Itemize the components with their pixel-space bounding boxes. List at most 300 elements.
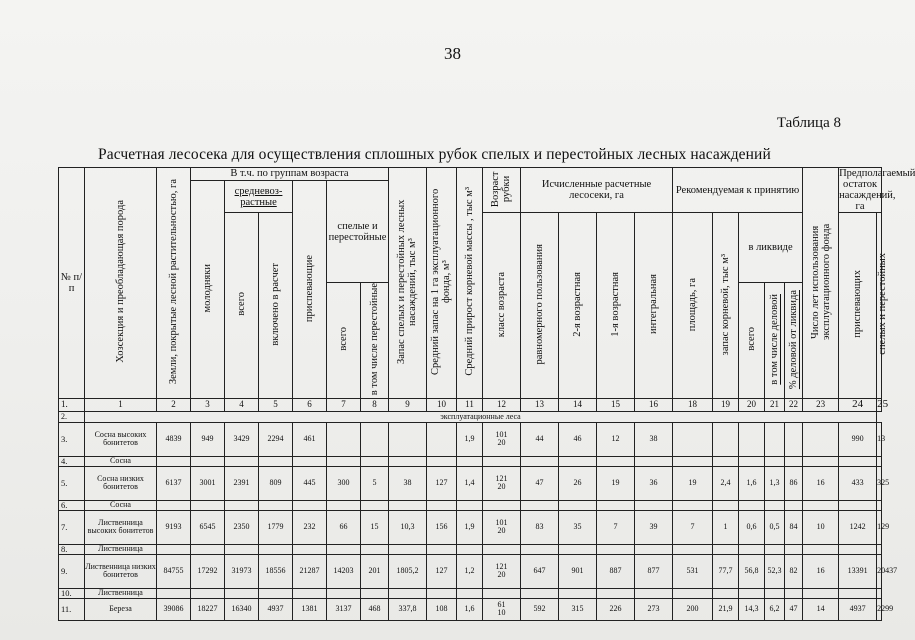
data-cell <box>713 422 739 456</box>
species-cell: Лиственница высоких бонитетов <box>85 510 157 544</box>
column-number-cell: 9 <box>389 399 427 412</box>
data-cell: 531 <box>673 554 713 588</box>
species-cell: Лиственница <box>85 544 157 554</box>
data-cell: 7 <box>597 510 635 544</box>
data-cell <box>803 422 839 456</box>
data-cell: 1805,2 <box>389 554 427 588</box>
data-cell: 101 20 <box>483 510 521 544</box>
data-cell: 887 <box>597 554 635 588</box>
data-cell: 592 <box>521 598 559 620</box>
data-cell: 1381 <box>293 598 327 620</box>
page-number: 38 <box>444 44 461 63</box>
data-cell <box>559 588 597 598</box>
data-cell: 35 <box>559 510 597 544</box>
data-cell: 21,9 <box>713 598 739 620</box>
data-cell <box>457 456 483 466</box>
data-cell <box>427 500 457 510</box>
data-cell <box>191 500 225 510</box>
header-remaining: Предполагаемый остаток насаждений, га <box>839 168 915 213</box>
data-cell: 6,2 <box>765 598 785 620</box>
table-row <box>59 422 882 456</box>
table-row <box>59 510 882 544</box>
data-cell: 19 <box>673 466 713 500</box>
data-cell: 647 <box>521 554 559 588</box>
data-cell: 13391 <box>839 554 877 588</box>
data-cell <box>713 456 739 466</box>
header-liquid-total: всего <box>739 283 765 399</box>
header-recommended: Рекомендуемая к принятию <box>673 168 803 213</box>
data-cell <box>739 500 765 510</box>
data-cell <box>157 544 191 554</box>
header-calculated: Исчисленные расчетные лесосеки, га <box>521 168 673 213</box>
data-cell: 56,8 <box>739 554 765 588</box>
data-cell <box>839 544 877 554</box>
section-label: эксплуатационные леса <box>85 411 877 422</box>
data-cell <box>521 544 559 554</box>
table-row <box>59 598 882 620</box>
data-cell <box>673 422 713 456</box>
data-cell: 39086 <box>157 598 191 620</box>
row-number: 8. <box>59 544 85 554</box>
header-middle-total: всего <box>225 213 259 399</box>
data-cell: 86 <box>785 466 803 500</box>
row-number: 10. <box>59 588 85 598</box>
table-row <box>59 554 882 588</box>
data-cell <box>361 588 389 598</box>
row-number: 6. <box>59 500 85 510</box>
data-cell: 14,3 <box>739 598 765 620</box>
data-cell <box>803 456 839 466</box>
column-number-cell: 11 <box>457 399 483 412</box>
data-cell: 77,7 <box>713 554 739 588</box>
data-cell: 38 <box>389 466 427 500</box>
cutting-area-table <box>58 167 915 621</box>
data-cell: 20437 <box>877 554 882 588</box>
row-number: 3. <box>59 422 85 456</box>
column-number-cell: 7 <box>327 399 361 412</box>
data-cell: 273 <box>635 598 673 620</box>
data-cell <box>361 422 389 456</box>
data-cell <box>457 544 483 554</box>
data-cell: 461 <box>293 422 327 456</box>
row-number: 11. <box>59 598 85 620</box>
data-cell: 1,4 <box>457 466 483 500</box>
data-cell: 325 <box>877 466 882 500</box>
data-cell <box>389 456 427 466</box>
data-cell <box>483 544 521 554</box>
data-cell: 445 <box>293 466 327 500</box>
column-number-cell: 24 <box>839 399 877 412</box>
header-first-age: 1-я возрастная <box>597 213 635 399</box>
data-cell <box>559 456 597 466</box>
data-cell <box>361 500 389 510</box>
data-cell <box>877 500 882 510</box>
data-cell: 315 <box>559 598 597 620</box>
data-cell: 1,6 <box>457 598 483 620</box>
column-number-cell: 13 <box>521 399 559 412</box>
data-cell: 200 <box>673 598 713 620</box>
header-mature-total: всего <box>327 283 361 399</box>
data-cell <box>785 588 803 598</box>
header-second-age: 2-я возрастная <box>559 213 597 399</box>
data-cell: 3001 <box>191 466 225 500</box>
data-cell <box>225 544 259 554</box>
data-cell: 52,3 <box>765 554 785 588</box>
data-cell <box>293 588 327 598</box>
data-cell <box>427 422 457 456</box>
header-avg-growth: Средний прирост корневой массы , тыс м³ <box>457 168 483 399</box>
data-cell: 901 <box>559 554 597 588</box>
header-remaining-mature: спелых и перестойных <box>877 213 882 399</box>
data-cell <box>739 422 765 456</box>
data-cell: 1,2 <box>457 554 483 588</box>
column-number-cell: 1. <box>59 399 85 412</box>
header-stock: Запас спелых и перестойных лесных насаждений, тыс м³ <box>389 168 427 399</box>
table-row <box>59 588 882 598</box>
header-business-pct: % деловой от ликвида <box>785 283 803 399</box>
data-cell: 990 <box>839 422 877 456</box>
data-cell: 7 <box>673 510 713 544</box>
data-cell: 15 <box>361 510 389 544</box>
column-number-cell: 19 <box>713 399 739 412</box>
data-cell <box>739 588 765 598</box>
header-middle-included: включено в расчет <box>259 213 293 399</box>
data-cell <box>673 456 713 466</box>
header-young: молодняки <box>191 181 225 399</box>
header-species: Хозсекция и преобладающая порода <box>85 168 157 399</box>
data-cell <box>427 588 457 598</box>
column-number-cell: 3 <box>191 399 225 412</box>
data-cell <box>739 456 765 466</box>
data-cell <box>259 456 293 466</box>
data-cell: 84755 <box>157 554 191 588</box>
data-cell: 44 <box>521 422 559 456</box>
data-cell <box>259 588 293 598</box>
data-cell <box>785 422 803 456</box>
data-cell <box>765 544 785 554</box>
data-cell: 47 <box>521 466 559 500</box>
data-cell <box>483 500 521 510</box>
header-mature-incl-overmature: в том числе перестойные <box>361 283 389 399</box>
data-cell <box>225 500 259 510</box>
header-age-groups: В т.ч. по группам возраста <box>191 168 389 181</box>
data-cell: 121 20 <box>483 554 521 588</box>
header-cutting-age: Возраст рубки <box>483 168 521 213</box>
data-cell <box>765 588 785 598</box>
data-cell: 18556 <box>259 554 293 588</box>
data-cell: 9193 <box>157 510 191 544</box>
header-mature-overmature: спелые и перестойные <box>327 181 389 283</box>
data-cell <box>225 588 259 598</box>
data-cell <box>559 544 597 554</box>
data-cell: 127 <box>427 554 457 588</box>
data-cell: 101 20 <box>483 422 521 456</box>
data-cell: 2350 <box>225 510 259 544</box>
data-cell: 1,6 <box>739 466 765 500</box>
data-cell: 433 <box>839 466 877 500</box>
header-num: № п/п <box>59 168 85 399</box>
row-number: 9. <box>59 554 85 588</box>
column-number-cell: 2 <box>157 399 191 412</box>
data-cell <box>597 500 635 510</box>
data-cell: 201 <box>361 554 389 588</box>
data-cell <box>739 544 765 554</box>
data-cell <box>327 456 361 466</box>
data-cell <box>521 588 559 598</box>
data-cell <box>157 500 191 510</box>
data-cell <box>713 544 739 554</box>
header-premature: приспевающие <box>293 181 327 399</box>
data-cell: 6137 <box>157 466 191 500</box>
table-caption: Расчетная лесосека для осуществления сплошных рубок спелых и перестойных лесных насаждений <box>98 146 771 163</box>
table-row <box>59 544 882 554</box>
data-cell: 3137 <box>327 598 361 620</box>
data-cell: 1 <box>713 510 739 544</box>
data-cell <box>191 588 225 598</box>
header-remaining-premature: приспевающих <box>839 213 877 399</box>
data-cell: 16 <box>803 554 839 588</box>
data-cell <box>765 500 785 510</box>
data-cell <box>483 456 521 466</box>
table-body <box>59 398 898 621</box>
data-cell <box>191 456 225 466</box>
data-cell: 39 <box>635 510 673 544</box>
data-cell: 10,3 <box>389 510 427 544</box>
species-cell: Береза <box>85 598 157 620</box>
data-cell <box>521 500 559 510</box>
data-cell <box>673 544 713 554</box>
species-cell: Сосна <box>85 500 157 510</box>
table-label: Таблица 8 <box>776 115 841 131</box>
data-cell <box>389 422 427 456</box>
data-cell: 2,4 <box>713 466 739 500</box>
header-area: площадь, га <box>673 213 713 399</box>
data-cell: 2294 <box>259 422 293 456</box>
data-cell: 47 <box>785 598 803 620</box>
data-cell <box>457 500 483 510</box>
data-cell: 31973 <box>225 554 259 588</box>
data-cell: 232 <box>293 510 327 544</box>
data-cell: 46 <box>559 422 597 456</box>
header-uniform: равномерного пользования <box>521 213 559 399</box>
data-cell <box>785 544 803 554</box>
row-number: 4. <box>59 456 85 466</box>
data-cell: 468 <box>361 598 389 620</box>
data-cell: 226 <box>597 598 635 620</box>
data-cell: 14 <box>803 598 839 620</box>
data-cell: 0,5 <box>765 510 785 544</box>
data-cell <box>457 588 483 598</box>
data-cell <box>327 500 361 510</box>
data-cell <box>361 456 389 466</box>
data-cell <box>713 500 739 510</box>
data-cell <box>389 500 427 510</box>
data-cell <box>327 544 361 554</box>
data-cell <box>785 456 803 466</box>
column-number-cell: 22 <box>785 399 803 412</box>
data-cell: 13 <box>877 422 882 456</box>
data-cell <box>157 588 191 598</box>
data-cell: 0,6 <box>739 510 765 544</box>
column-number-cell: 1 <box>85 399 157 412</box>
column-number-cell: 10 <box>427 399 457 412</box>
data-cell <box>597 588 635 598</box>
section-row <box>59 411 882 422</box>
data-cell <box>259 544 293 554</box>
data-cell: 4937 <box>259 598 293 620</box>
data-cell <box>389 544 427 554</box>
data-cell <box>673 588 713 598</box>
data-cell: 83 <box>521 510 559 544</box>
data-cell: 1,3 <box>765 466 785 500</box>
data-cell: 26 <box>559 466 597 500</box>
data-cell: 1242 <box>839 510 877 544</box>
table-row <box>59 466 882 500</box>
data-cell: 337,8 <box>389 598 427 620</box>
data-cell <box>635 588 673 598</box>
data-cell <box>803 500 839 510</box>
column-number-row <box>59 399 882 412</box>
data-cell: 129 <box>877 510 882 544</box>
data-cell: 38 <box>635 422 673 456</box>
data-cell <box>483 588 521 598</box>
data-cell <box>877 456 882 466</box>
column-number-cell: 23 <box>803 399 839 412</box>
data-cell: 36 <box>635 466 673 500</box>
data-cell <box>327 422 361 456</box>
data-cell <box>427 456 457 466</box>
data-cell: 4839 <box>157 422 191 456</box>
data-cell <box>389 588 427 598</box>
data-cell: 6545 <box>191 510 225 544</box>
data-cell <box>259 500 293 510</box>
data-cell <box>597 456 635 466</box>
data-cell <box>157 456 191 466</box>
data-cell: 1,9 <box>457 510 483 544</box>
data-cell <box>635 544 673 554</box>
data-cell: 19 <box>597 466 635 500</box>
species-cell: Лиственница <box>85 588 157 598</box>
table-row <box>59 500 882 510</box>
column-number-cell: 6 <box>293 399 327 412</box>
data-cell <box>521 456 559 466</box>
data-cell: 3429 <box>225 422 259 456</box>
header-age-class: класс возраста <box>483 213 521 399</box>
species-cell: Сосна высоких бонитетов <box>85 422 157 456</box>
data-cell: 300 <box>327 466 361 500</box>
data-cell: 121 20 <box>483 466 521 500</box>
data-cell: 14203 <box>327 554 361 588</box>
data-cell: 2391 <box>225 466 259 500</box>
data-cell <box>293 456 327 466</box>
data-cell <box>839 456 877 466</box>
header-land: Земли, покрытые лесной растительностью, га <box>157 168 191 399</box>
data-cell <box>765 456 785 466</box>
column-number-cell: 12 <box>483 399 521 412</box>
data-cell <box>803 588 839 598</box>
data-cell: 66 <box>327 510 361 544</box>
column-number-cell: 16 <box>635 399 673 412</box>
column-number-cell: 15 <box>597 399 635 412</box>
data-cell: 949 <box>191 422 225 456</box>
column-number-cell: 5 <box>259 399 293 412</box>
table-row <box>59 456 882 466</box>
data-cell: 16340 <box>225 598 259 620</box>
species-cell: Лиственница низких бонитетов <box>85 554 157 588</box>
data-cell <box>839 588 877 598</box>
column-number-cell: 8 <box>361 399 389 412</box>
data-cell: 2299 <box>877 598 882 620</box>
data-cell <box>877 544 882 554</box>
data-cell: 17292 <box>191 554 225 588</box>
data-cell <box>713 588 739 598</box>
column-number-cell: 21 <box>765 399 785 412</box>
row-number: 2. <box>59 411 85 422</box>
data-cell <box>765 422 785 456</box>
data-cell: 809 <box>259 466 293 500</box>
data-cell <box>635 500 673 510</box>
data-cell: 61 10 <box>483 598 521 620</box>
data-cell <box>427 544 457 554</box>
data-cell: 108 <box>427 598 457 620</box>
data-cell: 10 <box>803 510 839 544</box>
header-incl-business: в том числе деловой <box>765 283 785 399</box>
data-cell <box>293 544 327 554</box>
row-number: 5. <box>59 466 85 500</box>
data-cell: 82 <box>785 554 803 588</box>
data-cell: 4937 <box>839 598 877 620</box>
data-cell <box>839 500 877 510</box>
column-number-cell: 14 <box>559 399 597 412</box>
column-number-cell: 25 <box>877 398 889 411</box>
data-cell: 21287 <box>293 554 327 588</box>
data-cell <box>559 500 597 510</box>
data-cell: 1779 <box>259 510 293 544</box>
data-cell: 156 <box>427 510 457 544</box>
header-middle-aged: средневоз- растные <box>225 181 293 213</box>
column-number-cell: 18 <box>673 399 713 412</box>
data-cell: 18227 <box>191 598 225 620</box>
header-in-liquid: в ликвиде <box>739 213 803 283</box>
column-number-cell: 20 <box>739 399 765 412</box>
data-cell <box>225 456 259 466</box>
header-root-stock: запас корневой, тыс м³ <box>713 213 739 399</box>
data-cell <box>361 544 389 554</box>
header-avg-stock: Средний запас на 1 га эксплуатационного фонда, м³ <box>427 168 457 399</box>
species-cell: Сосна <box>85 456 157 466</box>
data-cell: 84 <box>785 510 803 544</box>
data-cell <box>673 500 713 510</box>
data-cell <box>597 544 635 554</box>
data-cell: 12 <box>597 422 635 456</box>
data-cell <box>635 456 673 466</box>
data-cell <box>327 588 361 598</box>
column-number-cell: 4 <box>225 399 259 412</box>
data-cell: 5 <box>361 466 389 500</box>
header-integral: интегральная <box>635 213 673 399</box>
data-cell: 1,9 <box>457 422 483 456</box>
data-cell: 127 <box>427 466 457 500</box>
data-cell: 16 <box>803 466 839 500</box>
data-cell <box>785 500 803 510</box>
data-cell <box>803 544 839 554</box>
species-cell: Сосна низких бонитетов <box>85 466 157 500</box>
row-number: 7. <box>59 510 85 544</box>
header-years-use: Число лет использования эксплуатационного фонда <box>803 168 839 399</box>
data-cell: 877 <box>635 554 673 588</box>
data-cell <box>293 500 327 510</box>
data-cell <box>877 588 882 598</box>
